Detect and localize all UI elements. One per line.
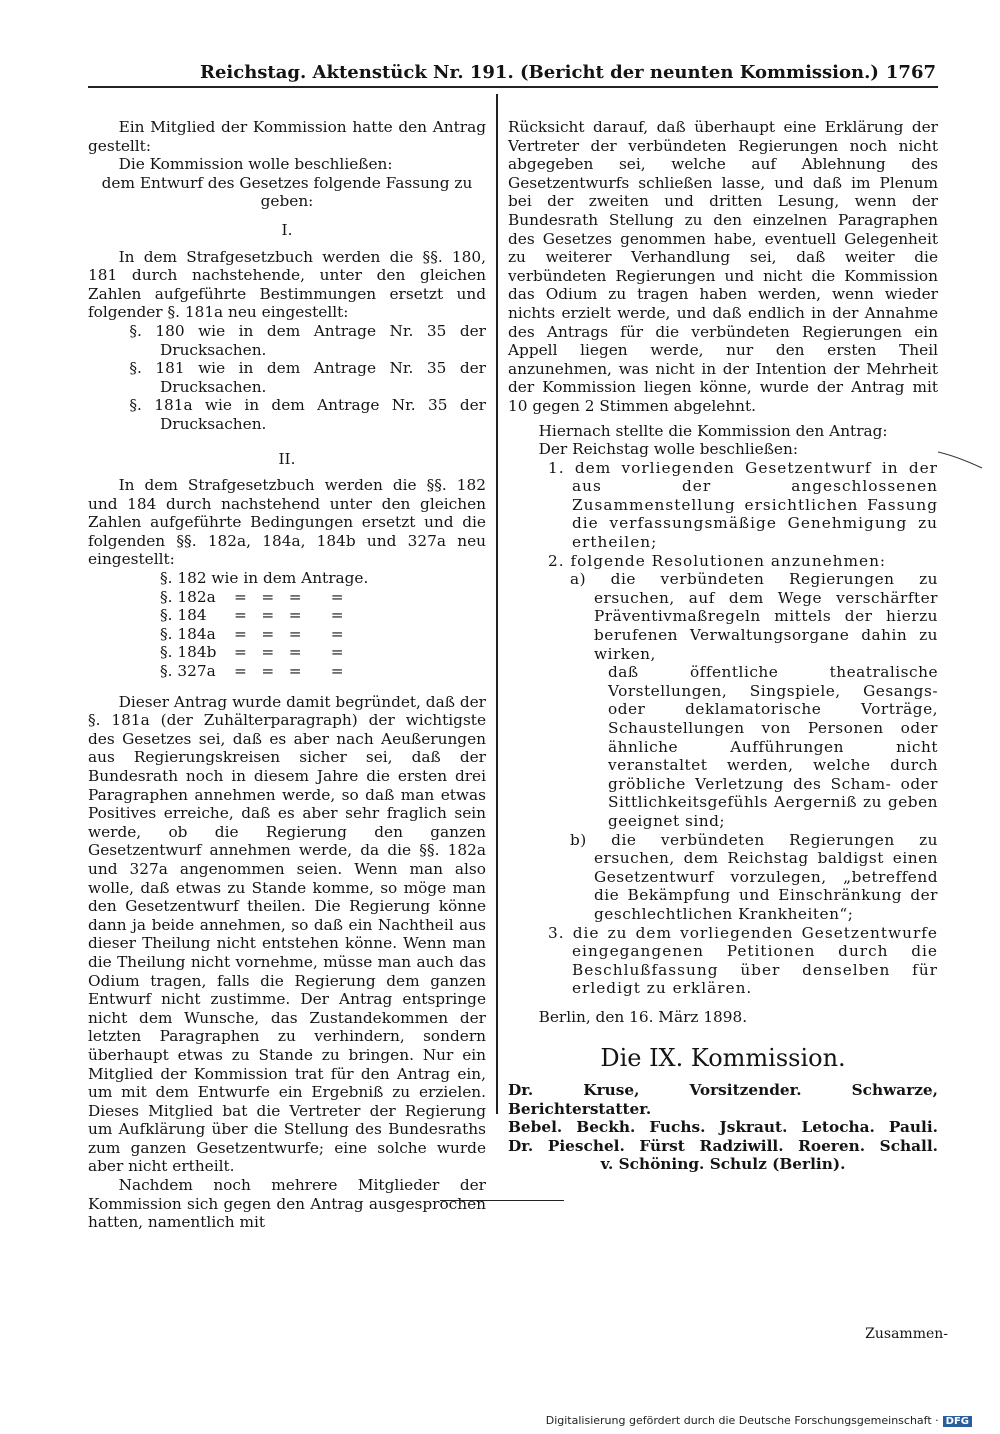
- section2-item-text: §. 182 wie in dem Antrage.: [160, 569, 369, 588]
- list-item: [160, 569, 486, 588]
- digitization-footer: [546, 1414, 972, 1427]
- list-item: [160, 643, 486, 662]
- body-paragraph-2: Nachdem noch mehrere Mitglieder der Kommission sich gegen den Antrag ausgesprochen hatten, namentlich mit: [88, 1176, 486, 1232]
- paragraph-label: §. 184b: [160, 643, 217, 662]
- footer-text: Digitalisierung gefördert durch die Deutsche Forschungsgemeinschaft ·: [545, 1414, 939, 1427]
- resolve-line: Der Reichstag wolle beschließen:: [538, 440, 798, 459]
- section1-item-1: §. 180 wie in dem Antrage Nr. 35 der Drucksachen.: [129, 321, 486, 359]
- commission-title: Die IX. Kommission.: [600, 1043, 846, 1072]
- member-line-1: Dr. Kruse, Vorsitzender. Schwarze, Berichterstatter.: [508, 1081, 938, 1118]
- separator-rule: [440, 1200, 564, 1201]
- paragraph-label: §. 182a: [160, 587, 216, 606]
- list-item: [160, 606, 486, 625]
- member-line-4: v. Schöning. Schulz (Berlin).: [600, 1155, 846, 1174]
- resolution-item-2a: a) die verbündeten Regierungen zu ersuchen, auf dem Wege verschärfter Präventivmaßregeln mittels der hierzu berufenen Verwaltungsorgane dahin zu wirken,: [570, 570, 938, 663]
- resolution-item-2: 2. folgende Resolutionen anzunehmen:: [548, 551, 887, 570]
- section2-text: In dem Strafgesetzbuch werden die §§. 182 und 184 durch nachstehend unter den gleichen Zahlen aufgeführte Bedingungen ersetzt und die folgenden §§. 182a, 184a, 184b und 327a neu eingestellt:: [88, 476, 486, 569]
- page-header: [88, 58, 938, 88]
- right-column: [508, 118, 938, 1174]
- ditto-marks: = = = =: [234, 643, 344, 662]
- continuation-paragraph: Rücksicht darauf, daß überhaupt eine Erklärung der Vertreter der verbündeten Regierungen noch nicht abgegeben sei, welche auf Ablehnung des Gesetzentwurfs schließen lasse, und daß im Plenum bei der zweiten und dritten Lesung, wenn der Bundesrath Stellung zu den einzelnen Paragraphen des Gesetzes genommen habe, eventuell Gelegenheit zu weiterer Verhandlung sei, daß weiter die verbündeten Regierungen und nicht die Kommission das Odium zu tragen haben werden, wenn wieder nichts erzielt werde, und daß endlich in der Annahme des Antrags für die verbündeten Regierungen ein Appell liegen werde, nur den ersten Theil anzunehmen, was nicht in der Intention der Mehrheit der Kommission liegen könne, wurde der Antrag mit 10 gegen 2 Stimmen abgelehnt.: [508, 118, 938, 415]
- section-numeral-2: II.: [278, 449, 296, 468]
- section1-item-3: §. 181a wie in dem Antrage Nr. 35 der Drucksachen.: [129, 396, 486, 433]
- member-line-3: Dr. Pieschel. Fürst Radziwill. Roeren. Schall.: [508, 1136, 938, 1155]
- section2-list: [88, 569, 486, 681]
- margin-mark-icon: [936, 448, 986, 472]
- left-column: [88, 118, 486, 1232]
- intro-line-1: Ein Mitglied der Kommission hatte den Antrag gestellt:: [88, 118, 486, 155]
- intro-line-3: dem Entwurf des Gesetzes folgende Fassung zu geben:: [101, 173, 473, 211]
- resolution-item-2b: b) die verbündeten Regierungen zu ersuchen, dem Reichstag baldigst einen Gesetzentwurf vorzulegen, „betreffend die Bekämpfung und Einschränkung der geschlechtlichen Krankheiten“;: [570, 830, 938, 923]
- resolution-item-1: 1. dem vorliegenden Gesetzentwurf in der aus der angeschlossenen Zusammenstellung ersichtlichen Fassung die verfassungsmäßige Genehmigung zu ertheilen;: [548, 458, 938, 552]
- section1-text: In dem Strafgesetzbuch werden die §§. 180, 181 durch nachstehende, unter den gleichen Zahlen aufgeführte Bestimmungen ersetzt und folgender §. 181a neu eingestellt:: [88, 247, 486, 322]
- date-line: Berlin, den 16. März 1898.: [538, 1007, 748, 1026]
- page-number: 1767: [885, 62, 936, 83]
- section1-item-2: §. 181 wie in dem Antrage Nr. 35 der Drucksachen.: [129, 359, 486, 396]
- resolution-item-3: 3. die zu dem vorliegenden Gesetzentwurfe eingegangenen Petitionen durch die Beschlußfassung über denselben für erledigt zu erklären.: [548, 923, 938, 998]
- motion-intro: Hiernach stellte die Kommission den Antrag:: [538, 421, 888, 440]
- intro-line-2: Die Kommission wolle beschließen:: [118, 155, 393, 174]
- paragraph-label: §. 184a: [160, 624, 216, 643]
- ditto-marks: = = = =: [234, 606, 344, 625]
- section-numeral-1: I.: [281, 220, 293, 239]
- ditto-marks: = = = =: [234, 662, 344, 681]
- ditto-marks: = = = =: [234, 624, 344, 643]
- body-paragraph-1: Dieser Antrag wurde damit begründet, daß der §. 181a (der Zuhälterparagraph) der wichtigste des Gesetzes sei, daß es aber nach Aeußerungen aus Regierungskreisen sicher sei, daß der Bundesrath noch in diesem Jahre die ersten drei Paragraphen annehmen werde, so daß man etwas Positives erreiche, daß es aber sehr fraglich sein werde, ob die Regierung den ganzen Gesetzentwurf annehmen werde, da die §§. 182a und 327a angenommen seien. Wenn man also wolle, daß etwas zu Stande komme, so möge man den Gesetzentwurf theilen. Die Regierung könne dann ja beide annehmen, so daß ein Nachtheil aus dieser Theilung nicht entstehen könne. Wenn man die Theilung nicht vornehme, müsse man auch das Odium tragen, falls die Regierung dem ganzen Entwurf nicht zustimme. Der Antrag entspringe nicht dem Wunsche, das Zustandekommen der letzten Paragraphen zu verhindern, sondern überhaupt etwas zu Stande zu bringen. Nur ein Mitglied der Kommission trat für den Antrag ein, um mit dem Entwurfe ein Ergebniß zu erzielen. Dieses Mitglied bat die Vertreter der Regierung um Aufklärung über die Stellung des Bundesraths zum ganzen Gesetzentwurfe; eine solche wurde aber nicht ertheilt.: [88, 692, 486, 1176]
- list-item: [160, 662, 486, 681]
- resolution-item-2a-inner: daß öffentliche theatralische Vorstellungen, Singspiele, Gesangs- oder deklamatorische Vorträge, Schaustellungen von Personen oder ähnliche Aufführungen nicht veranstaltet werden, welche durch gröbliche Verletzung des Scham- oder Sittlichkeitsgefühls Aergerniß zu geben geeignet sind;: [608, 663, 938, 830]
- catchword: Zusammen-: [865, 1326, 948, 1342]
- paragraph-label: §. 327a: [160, 662, 216, 681]
- dfg-logo: DFG: [943, 1416, 972, 1427]
- paragraph-label: §. 184: [160, 606, 207, 625]
- header-title: Reichstag. Aktenstück Nr. 191. (Bericht der neunten Kommission.): [200, 62, 879, 83]
- ditto-marks: = = = =: [234, 587, 344, 606]
- column-divider: [496, 94, 498, 1114]
- member-line-2: Bebel. Beckh. Fuchs. Jskraut. Letocha. Pauli.: [508, 1118, 938, 1137]
- list-item: [160, 625, 486, 644]
- list-item: [160, 588, 486, 607]
